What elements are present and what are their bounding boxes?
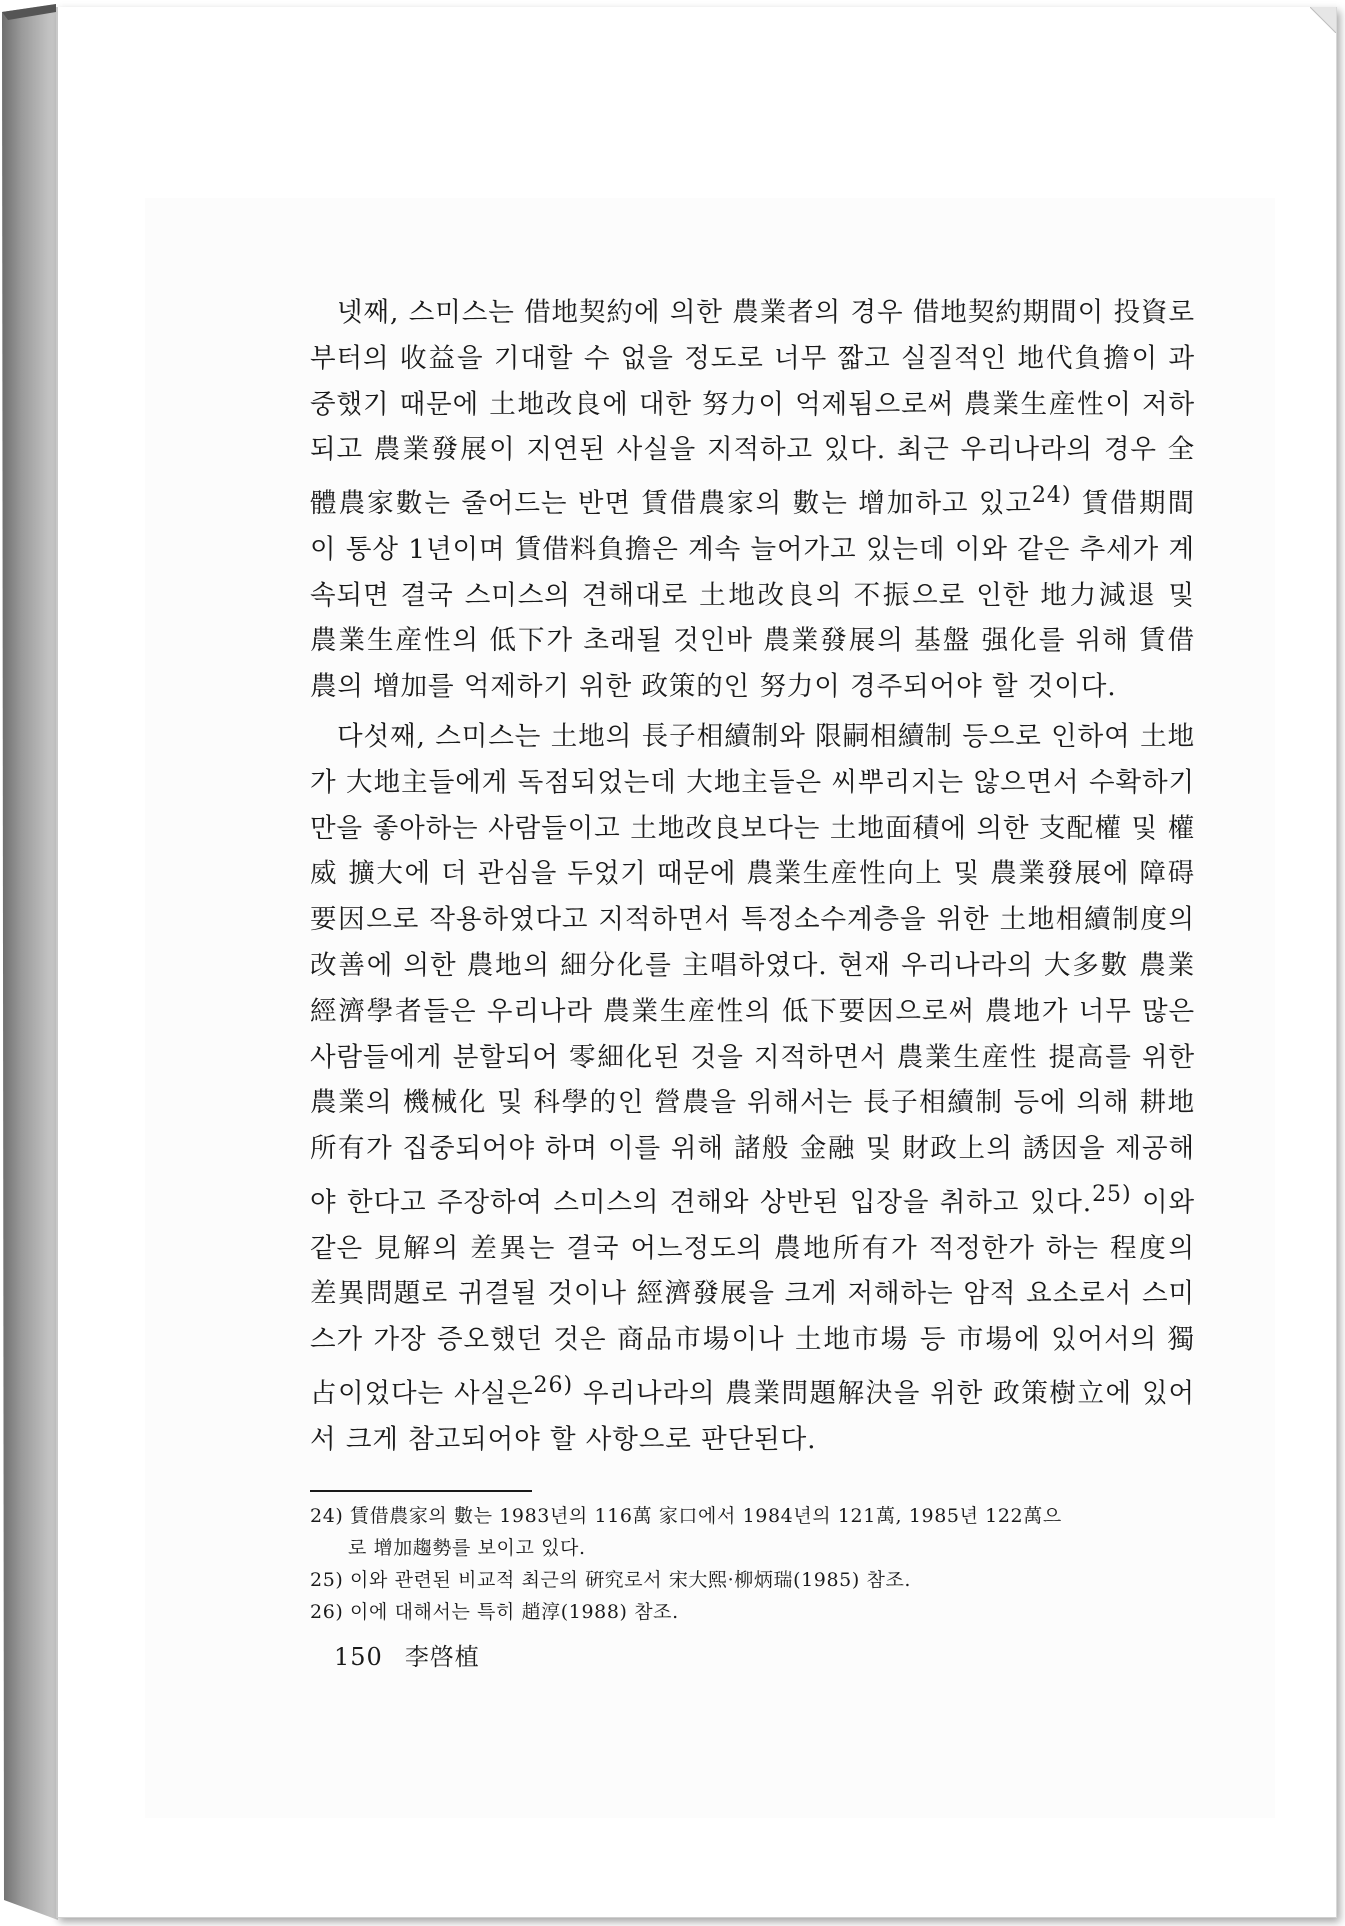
book-edge [0,0,60,1926]
footnote-number: 24) [310,1505,344,1527]
footnote-text: 賃借農家의 數는 1983년의 116萬 家口에서 1984년의 121萬, 1985년 122萬으 [350,1505,1062,1527]
footnote-continuation [310,1532,1195,1564]
footnote-number: 25) [310,1569,344,1591]
page-corner-fold [1310,7,1336,33]
paragraph [310,290,1195,710]
footnote [310,1500,1195,1532]
page-number: 150 [334,1643,383,1671]
footnote-text: 이와 관련된 비교적 최근의 硏究로서 宋大熙·柳炳瑞(1985) 참조. [350,1569,912,1591]
footnote-ref: 26) [533,1372,573,1398]
paragraph-text: 우리나라의 農業問題解決을 위한 政策樹立에 있어서 크게 참고되어야 할 사항으로 판단된다. [310,1377,1196,1455]
footnote-ref: 24) [1031,483,1072,509]
author-name: 李啓植 [404,1643,480,1671]
paragraph-text: 賃借期間이 통상 1년이며 賃借料負擔은 계속 늘어가고 있는데 이와 같은 추세가 계속되면 결국 스미스의 견해대로 土地改良의 不振으로 인한 地力減退 및 農業生産性의 低下가 초래될 것인바 農業發展의 基盤 强化를 위해 賃借農의 增加를 억제하기 위한 政策的인 努力이 경주되어야 할 것이다. [310,488,1195,703]
footnotes [310,1500,1195,1628]
paragraph-text: 다섯째, 스미스는 土地의 長子相續制와 限嗣相續制 등으로 인하여 土地가 大地主들에게 독점되었는데 大地主들은 씨뿌리지는 않으면서 수확하기만을 좋아하는 사람들이고 土地改良보다는 土地面積에 의한 支配權 및 權威 擴大에 더 관심을 두었기 때문에 農業生産性向上 및 農業發展에 障碍要因으로 작용하였다고 지적하면서 특정소수계층을 위한 土地相續制度의 改善에 의한 農地의 細分化를 主唱하였다. 현재 우리나라의 大多數 農業經濟學者들은 우리나라 農業生産性의 低下要因으로써 農地가 너무 많은 사람들에게 분할되어 零細化된 것을 지적하면서 農業生産性 提高를 위한 農業의 機械化 및 科學的인 營農을 위해서는 長子相續制 등에 의해 耕地所有가 집중되어야 하며 이를 위해 諸般 金融 및 財政上의 誘因을 제공해야 한다고 주장하여 스미스의 견해와 상반된 입장을 취하고 있다. [310,721,1195,1218]
footnote-text: 로 增加趨勢를 보이고 있다. [348,1537,586,1559]
footnote [310,1564,1195,1596]
body-text [310,290,1195,1462]
footnote-divider [310,1490,532,1492]
running-footer [334,1637,480,1672]
paragraph [310,714,1195,1462]
paragraph-text: 넷째, 스미스는 借地契約에 의한 農業者의 경우 借地契約期間이 投資로부터의 收益을 기대할 수 없을 정도로 너무 짧고 실질적인 地代負擔이 과중했기 때문에 土地改良에 대한 努力이 억제됨으로써 農業生産性이 저하되고 農業發展이 지연된 사실을 지적하고 있다. 최근 우리나라의 경우 全體農家數는 줄어드는 반면 賃借農家의 數는 增加하고 있고 [310,297,1195,520]
footnote [310,1596,1195,1628]
footnote-number: 26) [310,1601,344,1623]
footnote-ref: 25) [1092,1181,1132,1207]
footnote-text: 이에 대해서는 특히 趙淳(1988) 참조. [350,1601,679,1623]
paragraph-text: 이와 같은 見解의 差異는 결국 어느정도의 農地所有가 적정한가 하는 程度의 差異問題로 귀결될 것이나 經濟發展을 크게 저해하는 암적 요소로서 스미스가 가장 증오했던 것은 商品市場이나 土地市場 등 市場에 있어서의 獨占이었다는 사실은 [310,1186,1196,1409]
